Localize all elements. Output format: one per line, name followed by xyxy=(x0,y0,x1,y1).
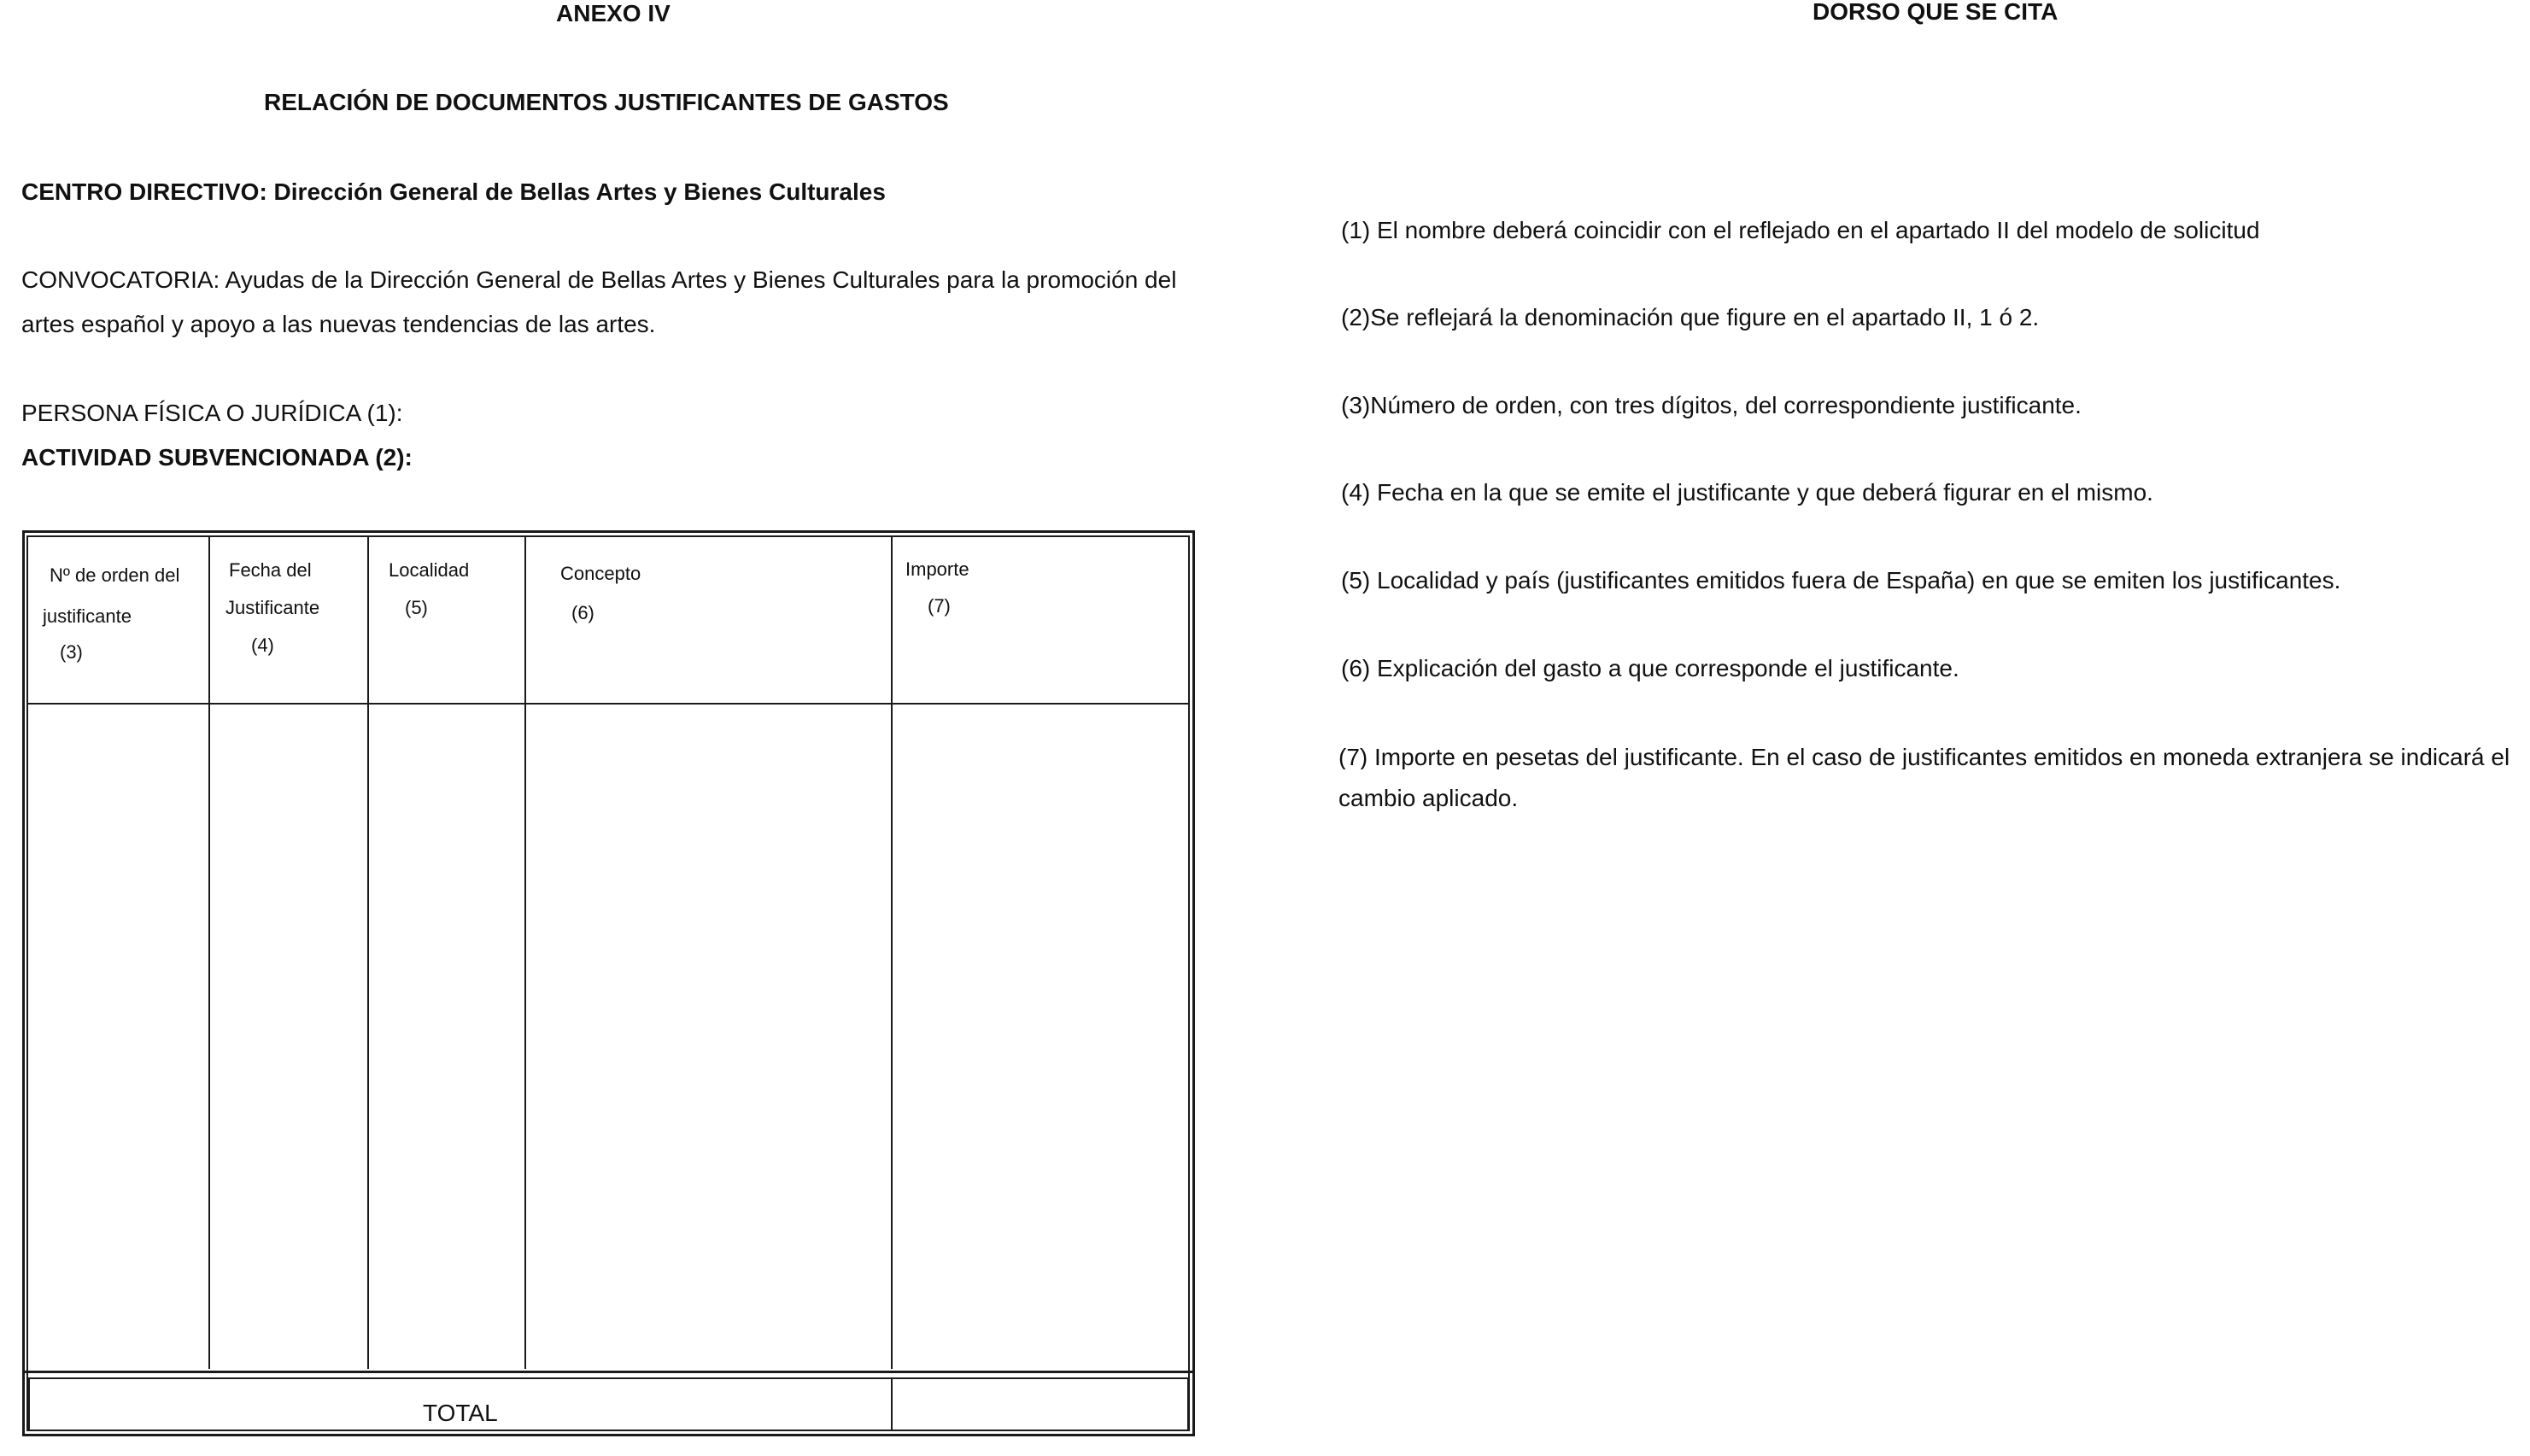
body-cell-fecha[interactable] xyxy=(210,705,367,1367)
header-label: Nº de orden del xyxy=(50,564,180,586)
note-2: (2)Se reflejará la denominación que figure en el apartado II, 1 ó 2. xyxy=(1341,304,2040,330)
header-ref: (6) xyxy=(571,602,594,623)
note-5: (5) Localidad y país (justificantes emitidos fuera de España) en que se emiten los justificantes. xyxy=(1341,567,2341,594)
note-7-line-2: cambio aplicado. xyxy=(1338,785,1519,811)
total-label: TOTAL xyxy=(423,1400,498,1426)
header-label: Fecha del xyxy=(229,559,312,581)
convocatoria-line-1: CONVOCATORIA: Ayudas de la Dirección General de Bellas Artes y Bienes Culturales para la promoción del xyxy=(21,266,1177,293)
header-label: justificante xyxy=(43,605,132,627)
header-label: Justificante xyxy=(225,597,320,618)
header-ref: (7) xyxy=(928,595,951,617)
header-ref: (5) xyxy=(405,597,428,618)
note-1: (1) El nombre deberá coincidir con el reflejado en el apartado II del modelo de solicitud xyxy=(1341,217,2260,243)
dorso-title: DORSO QUE SE CITA xyxy=(1813,0,2059,25)
convocatoria-line-2: artes español y apoyo a las nuevas tendencias de las artes. xyxy=(21,311,656,337)
body-cell-localidad[interactable] xyxy=(369,705,524,1367)
body-cell-concepto[interactable] xyxy=(526,705,891,1367)
total-separator xyxy=(891,1377,893,1431)
header-ref: (4) xyxy=(251,634,274,656)
note-6: (6) Explicación del gasto a que corresponde el justificante. xyxy=(1341,655,1959,681)
total-value-cell[interactable] xyxy=(894,1379,1187,1430)
header-label: Importe xyxy=(905,558,969,580)
note-4: (4) Fecha en la que se emite el justificante y que deberá figurar en el mismo. xyxy=(1341,479,2153,506)
header-label: Localidad xyxy=(389,559,470,581)
body-cell-importe[interactable] xyxy=(893,705,1188,1367)
header-label: Concepto xyxy=(560,563,641,584)
note-7-line-1: (7) Importe en pesetas del justificante. En el caso de justificantes emitidos en moneda extranjera se indicará el xyxy=(1338,746,2510,769)
annex-title: ANEXO IV xyxy=(556,0,671,26)
note-3: (3)Número de orden, con tres dígitos, del correspondiente justificante. xyxy=(1341,392,2082,418)
actividad-subvencionada: ACTIVIDAD SUBVENCIONADA (2): xyxy=(21,444,413,471)
document-title: RELACIÓN DE DOCUMENTOS JUSTIFICANTES DE GASTOS xyxy=(264,89,949,115)
header-ref: (3) xyxy=(60,641,83,663)
persona-fisica-juridica: PERSONA FÍSICA O JURÍDICA (1): xyxy=(21,400,403,426)
body-cell-orden[interactable] xyxy=(28,705,208,1367)
centro-directivo: CENTRO DIRECTIVO: Dirección General de Bellas Artes y Bienes Culturales xyxy=(21,178,886,205)
